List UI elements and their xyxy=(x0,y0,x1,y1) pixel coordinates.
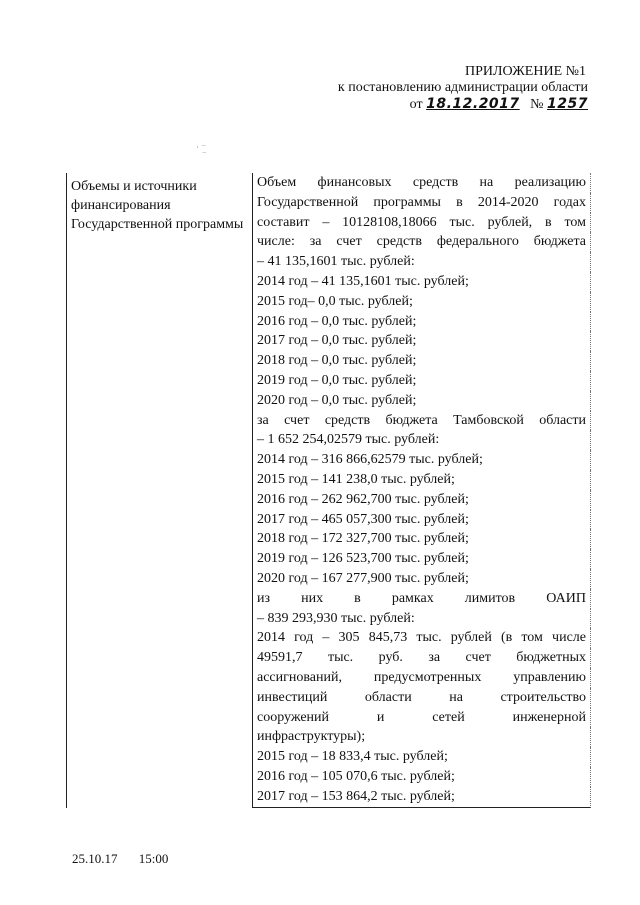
content-line: – 41 135,1601 тыс. рублей: xyxy=(253,252,591,272)
content-line: 2020 год – 167 277,900 тыс. рублей; xyxy=(253,569,591,589)
document-header xyxy=(338,64,588,113)
content-line: 2017 год – 153 864,2 тыс. рублей; xyxy=(253,787,591,808)
content-line: – 839 293,930 тыс. рублей: xyxy=(253,609,591,629)
content-line: Государственной программы в 2014-2020 годах xyxy=(253,193,591,213)
content-line: 2014 год – 41 135,1601 тыс. рублей; xyxy=(253,272,591,292)
content-line: 2019 год – 126 523,700 тыс. рублей; xyxy=(253,549,591,569)
row-content xyxy=(253,173,591,808)
content-line: 2015 год– 0,0 тыс. рублей; xyxy=(253,292,591,312)
content-line: 2017 год – 465 057,300 тыс. рублей; xyxy=(253,510,591,530)
footer-time: 15:00 xyxy=(138,851,169,866)
content-line: инвестиций области на строительство xyxy=(253,688,591,708)
content-line: числе: за счет средств федерального бюджета xyxy=(253,232,591,252)
content-line: 2018 год – 172 327,700 тыс. рублей; xyxy=(253,529,591,549)
content-line: 2016 год – 105 070,6 тыс. рублей; xyxy=(253,767,591,787)
scan-footer xyxy=(72,851,186,867)
appendix-title: ПРИЛОЖЕНИЕ №1 xyxy=(465,64,586,79)
content-line: 2017 год – 0,0 тыс. рублей; xyxy=(253,331,591,351)
handwritten-number: 1257 xyxy=(547,96,588,112)
content-line: 2015 год – 18 833,4 тыс. рублей; xyxy=(253,747,591,767)
footer-date: 25.10.17 xyxy=(72,851,118,866)
content-line: 2015 год – 141 238,0 тыс. рублей; xyxy=(253,470,591,490)
content-line: 2016 год – 262 962,700 тыс. рублей; xyxy=(253,490,591,510)
content-line: ассигнований, предусмотренных управлению xyxy=(253,668,591,688)
content-line: 2016 год – 0,0 тыс. рублей; xyxy=(253,312,591,332)
content-line: составит – 10128108,18066 тыс. рублей, в том xyxy=(253,213,591,233)
content-line: – 1 652 254,02579 тыс. рублей: xyxy=(253,430,591,450)
financing-row xyxy=(67,173,591,808)
content-line: 2018 год – 0,0 тыс. рублей; xyxy=(253,351,591,371)
decree-line xyxy=(338,96,588,113)
content-line: сооружений и сетей инженерной xyxy=(253,708,591,728)
content-line: за счет средств бюджета Тамбовской области xyxy=(253,411,591,431)
content-line: инфраструктуры); xyxy=(253,727,591,747)
content-line: 2019 год – 0,0 тыс. рублей; xyxy=(253,371,591,391)
row-heading-text: Объемы и источники финансирования Государственной программы xyxy=(71,179,244,232)
content-line: Объем финансовых средств на реализацию xyxy=(253,173,591,193)
scan-specks: · ⁻ ‾ xyxy=(196,142,206,162)
row-heading xyxy=(67,173,253,808)
appendix-subtitle: к постановлению администрации области xyxy=(337,80,588,95)
handwritten-date: 18.12.2017 xyxy=(426,96,520,112)
content-line: из них в рамках лимитов ОАИП xyxy=(253,589,591,609)
number-prefix: № xyxy=(530,97,544,112)
content-line: 2014 год – 305 845,73 тыс. рублей (в том числе xyxy=(253,628,591,648)
content-line: 2014 год – 316 866,62579 тыс. рублей; xyxy=(253,450,591,470)
content-line: 2020 год – 0,0 тыс. рублей; xyxy=(253,391,591,411)
content-line: 49591,7 тыс. руб. за счет бюджетных xyxy=(253,648,591,668)
financing-table xyxy=(66,173,591,808)
date-prefix: от xyxy=(409,97,423,112)
